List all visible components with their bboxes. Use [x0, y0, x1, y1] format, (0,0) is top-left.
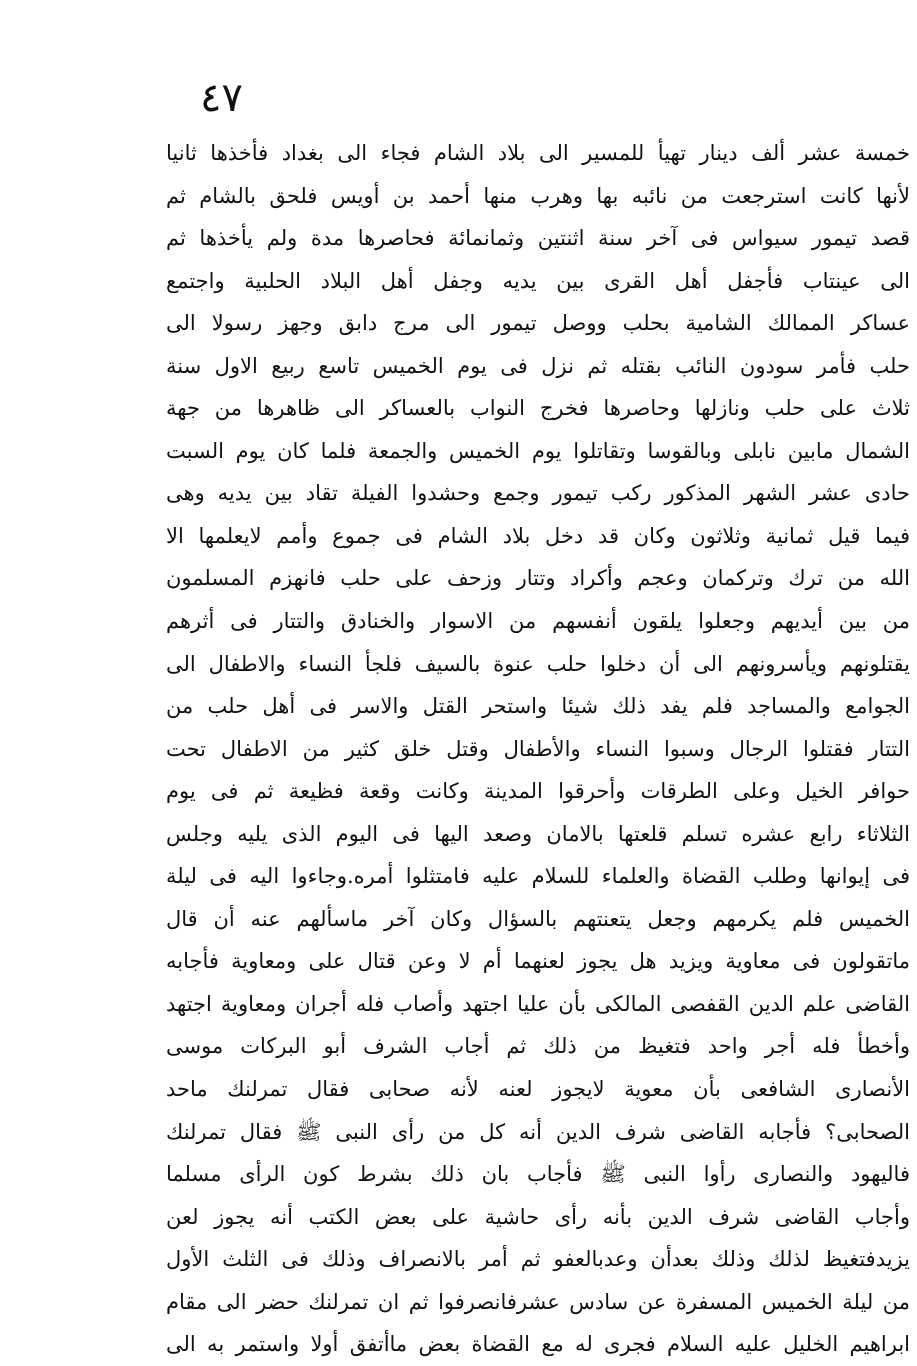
text-line: يزيدفتغيظ لذلك وذلك بعدأن وعدبالعفو ثم أمر بالانصراف وذلك فى الثلث الأول [166, 1247, 910, 1272]
text-line: خمسة عشر ألف دينار تهيأ للمسير الى بلاد الشام فجاء الى بغداد فأخذها ثانيا [166, 141, 910, 165]
text-line: حوافر الخيل وعلى الطرقات وأحرقوا المدينة وكانت وقعة فظيعة ثم فى يوم [166, 779, 910, 804]
body-text [166, 132, 910, 1366]
text-line: لأنها كانت استرجعت من نائبه بها وهرب منها أحمد بن أويس فلحق بالشام ثم [166, 183, 910, 208]
text-line: ماتقولون فى معاوية ويزيد هل يجوز لعنهما أم لا وعن قتال على ومعاوية فأجابه [166, 949, 910, 974]
text-line: الى عينتاب فأجفل أهل القرى بين يديه وجفل أهل البلاد الحلبية واجتمع [166, 268, 910, 293]
text-line: وأجاب القاضى شرف الدين بأنه رأى حاشية على بعض الكتب أنه يجوز لعن [166, 1204, 910, 1229]
text-line: حادى عشر الشهر المذكور ركب تيمور وجمع وحشدوا الفيلة تقاد بين يديه وهى [166, 481, 910, 506]
text-line: قصد تيمور سيواس فى آخر سنة اثنتين وثمانمائة فحاصرها مدة ولم يأخذها ثم [166, 226, 910, 251]
text-line: فى إيوانها وطلب القضاة والعلماء للسلام عليه فامتثلوا أمره.وجاءوا اليه فى ليلة [166, 864, 910, 889]
text-line: فيما قيل ثمانية وثلاثون وكان قد دخل بلاد الشام فى جموع وأمم لايعلمها الا [166, 523, 910, 548]
text-line: الله من ترك وتركمان وعجم وأكراد وتتار وزحف على حلب فانهزم المسلمون [166, 566, 910, 591]
text-line: من ليلة الخميس المسفرة عن سادس عشرفانصرفوا ثم ان تمرلنك حضر الى مقام [166, 1289, 910, 1314]
text-line: القاضى علم الدين القفصى المالكى بأن عليا اجتهد وأصاب فله أجران ومعاوية اجتهد [166, 991, 910, 1016]
text-line: الصحابى؟ فأجابه القاضى شرف الدين أنه كل من رأى النبى ﷺ فقال تمرلنك [166, 1119, 910, 1144]
text-line: ثلاث على حلب ونازلها وحاصرها فخرج النواب بالعساكر الى ظاهرها من جهة [166, 396, 910, 421]
text-line: عساكر الممالك الشامية بحلب ووصل تيمور الى مرج دابق وجهز رسولا الى [166, 311, 910, 336]
text-line: الثلاثاء رابع عشره تسلم قلعتها بالامان وصعد اليها فى اليوم الذى يليه وجلس [166, 821, 910, 846]
text-line: التتار فقتلوا الرجال وسبوا النساء والأطفال وقتل خلق كثير من الاطفال تحت [166, 736, 910, 761]
text-line: الجوامع والمساجد فلم يفد ذلك شيئا واستحر القتل والاسر فى أهل حلب من [166, 694, 910, 719]
text-line: من بين أيديهم وجعلوا يلقون أنفسهم من الاسوار والخنادق والتتار فى أثرهم [166, 609, 910, 634]
page-number: ٤٧ [200, 75, 243, 121]
text-line: حلب فأمر سودون النائب بقتله ثم نزل فى يوم الخميس تاسع ربيع الاول سنة [166, 353, 910, 378]
text-line: الخميس فلم يكرمهم وجعل يتعنتهم بالسؤال وكان آخر ماسألهم عنه أن قال [166, 906, 910, 931]
text-line: الشمال مابين نابلى وبالقوسا وتقاتلوا يوم الخميس والجمعة فلما كان يوم السبت [166, 438, 910, 463]
text-line: يقتلونهم ويأسرونهم الى أن دخلوا حلب عنوة بالسيف فلجأ النساء والاطفال الى [166, 651, 910, 676]
text-line: ابراهيم الخليل عليه السلام فجرى له مع القضاة بعض ماأتفق أولا واستمر به الى [166, 1332, 910, 1357]
text-line: الأنصارى الشافعى بأن معوية لايجوز لعنه لأنه صحابى فقال تمرلنك ماحد [166, 1077, 910, 1102]
text-line: فاليهود والنصارى رأوا النبى ﷺ فأجاب بان ذلك بشرط كون الرأى مسلما [166, 1162, 910, 1187]
text-line: وأخطأ فله أجر واحد فتغيظ من ذلك ثم أجاب الشرف أبو البركات موسى [166, 1034, 910, 1059]
